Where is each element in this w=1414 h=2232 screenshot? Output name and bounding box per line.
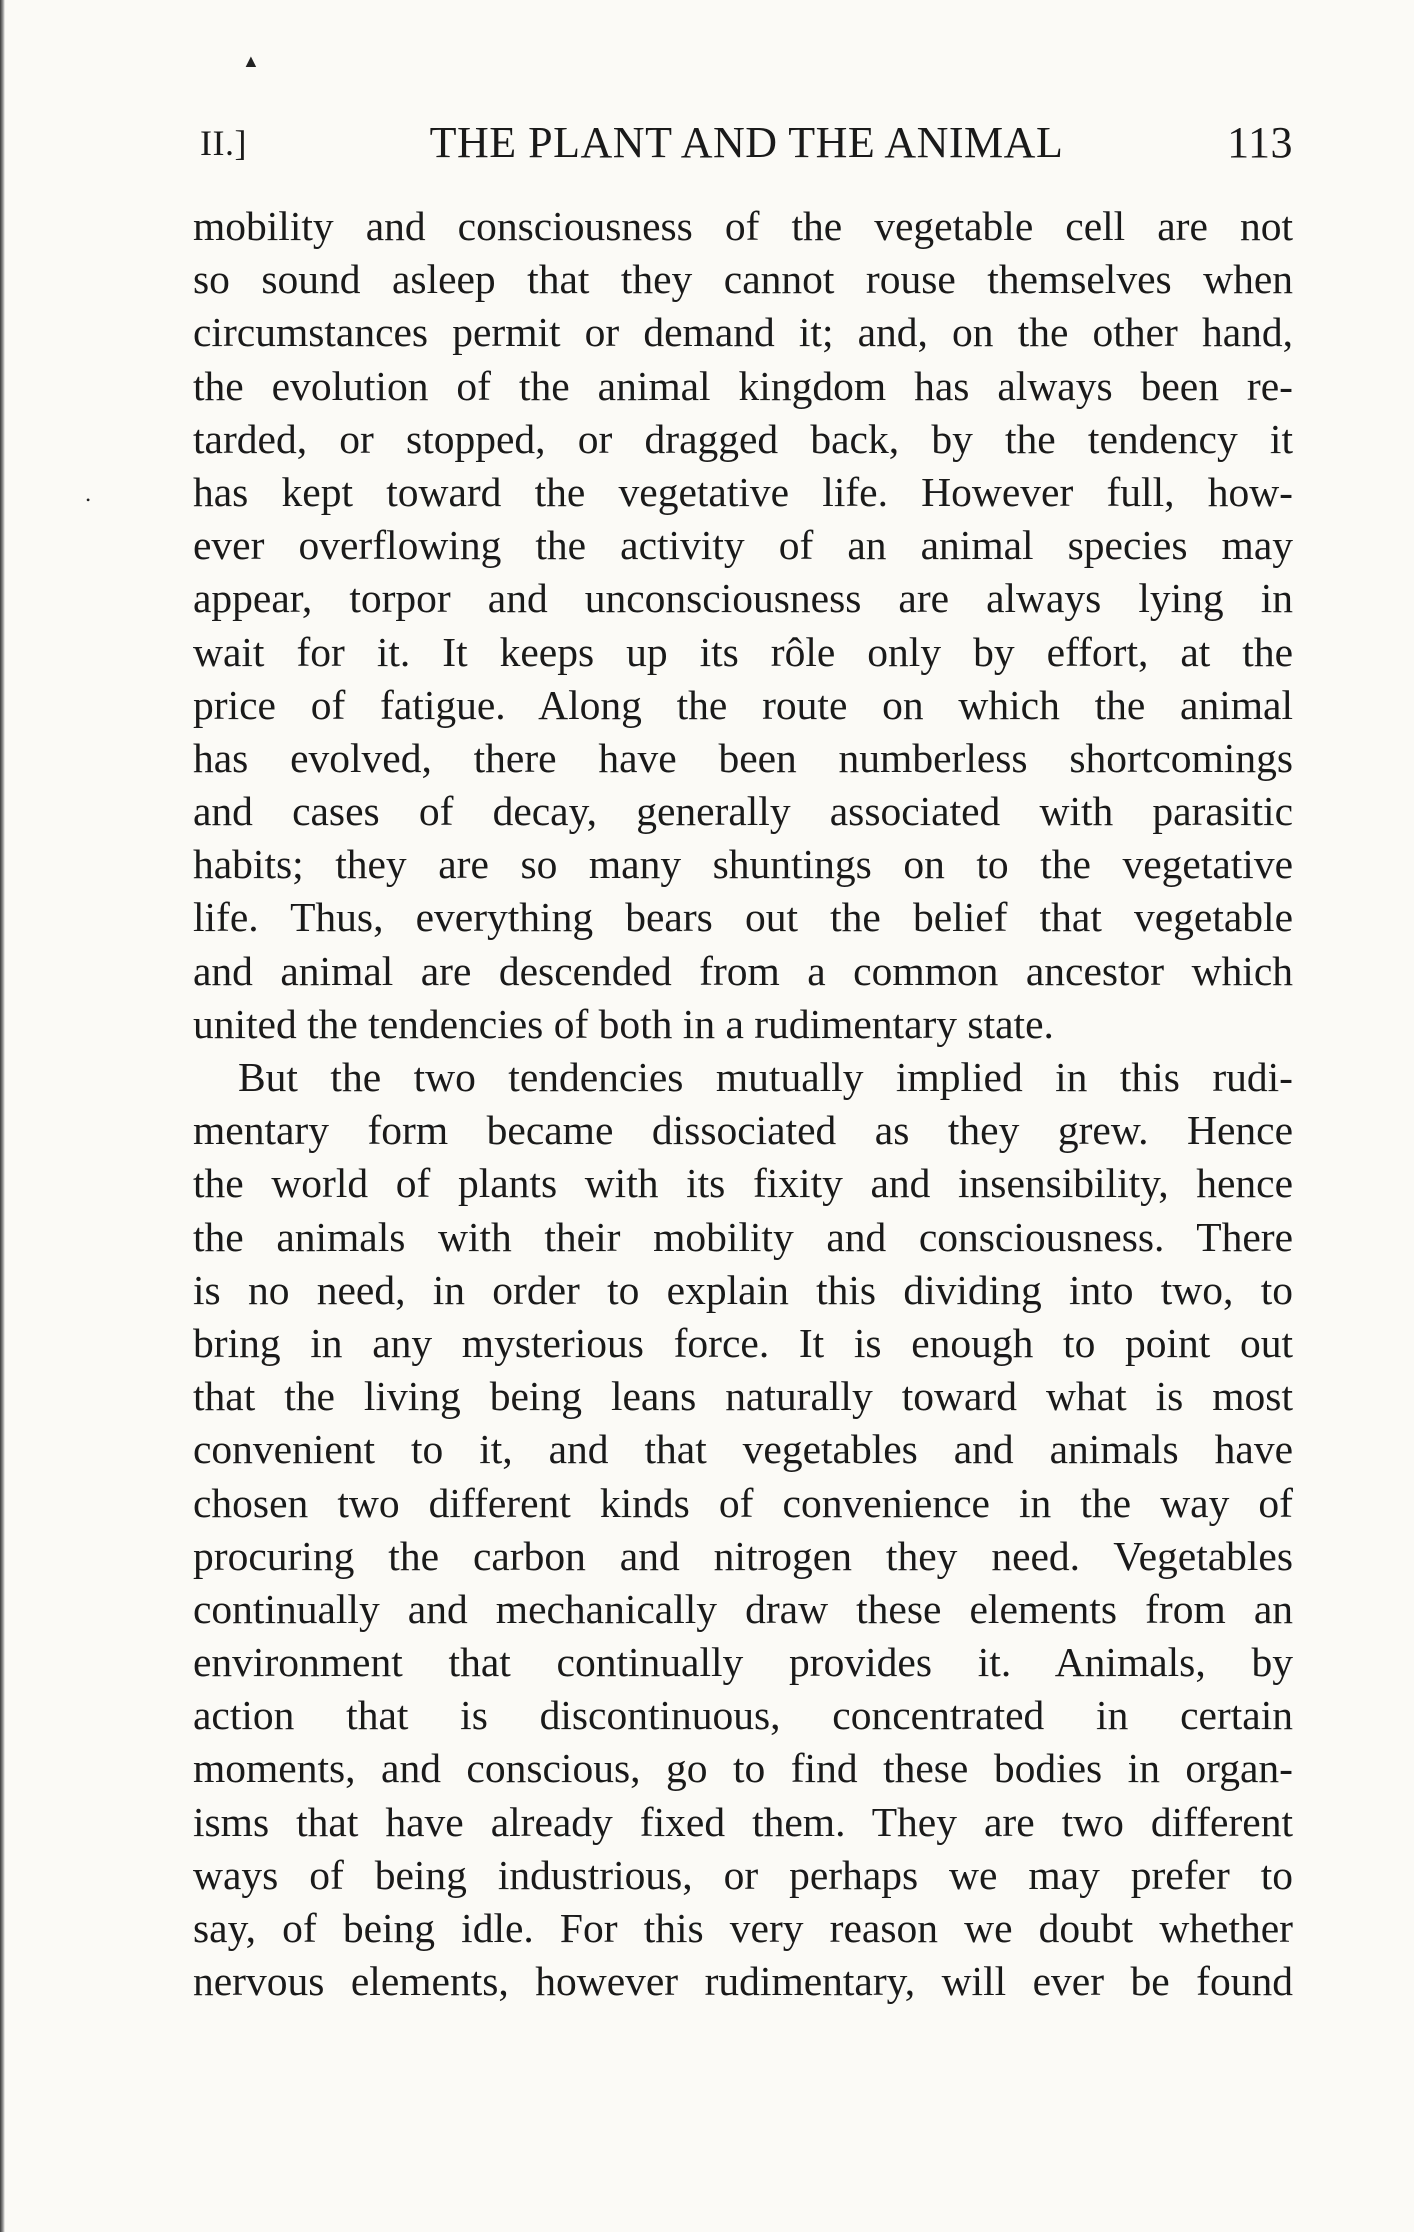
text-line: and animal are descended from a common ancestor which <box>193 947 1293 994</box>
text-line: environment that continually provides it. Animals, by <box>193 1639 1293 1686</box>
text-line: has evolved, there have been numberless shortcomings <box>193 734 1293 781</box>
text-line: circumstances permit or demand it; and, on the other hand, <box>193 309 1293 356</box>
text-line: the animals with their mobility and consciousness. There <box>193 1213 1293 1260</box>
text-line: procuring the carbon and nitrogen they need. Vegetables <box>193 1532 1293 1579</box>
text-line: price of fatigue. Along the route on which the animal <box>193 681 1293 728</box>
text-line: the world of plants with its fixity and insensibility, hence <box>193 1160 1293 1207</box>
text-line: moments, and conscious, go to find these bodies in organ- <box>193 1745 1293 1792</box>
page-edge-shadow <box>0 0 5 2232</box>
text-line: and cases of decay, generally associated with parasitic <box>193 788 1293 835</box>
running-title: THE PLANT AND THE ANIMAL <box>429 118 1064 167</box>
text-line: tarded, or stopped, or dragged back, by the tendency it <box>193 415 1293 462</box>
text-line: that the living being leans naturally toward what is most <box>193 1373 1293 1420</box>
text-line: has kept toward the vegetative life. However full, how- <box>193 468 1293 515</box>
text-line: bring in any mysterious force. It is enough to point out <box>193 1319 1293 1366</box>
chapter-marker: II.] <box>200 123 247 163</box>
text-line: nervous elements, however rudimentary, will ever be found <box>193 1958 1293 2005</box>
text-line: But the two tendencies mutually implied in this rudi- <box>238 1054 1293 1100</box>
text-line: ever overflowing the activity of an animal species may <box>193 522 1293 569</box>
text-line: chosen two different kinds of convenience in the way of <box>193 1479 1293 1526</box>
paragraph <box>193 200 1293 1051</box>
text-line: mentary form became dissociated as they grew. Hence <box>193 1107 1293 1154</box>
text-line: habits; they are so many shuntings on to the vegetative <box>193 841 1293 888</box>
text-line: isms that have already fixed them. They are two different <box>193 1798 1293 1845</box>
text-line: life. Thus, everything bears out the belief that vegetable <box>193 894 1293 941</box>
text-line: appear, torpor and unconsciousness are always lying in <box>193 575 1293 622</box>
page-number: 113 <box>1227 118 1293 167</box>
text-line: mobility and consciousness of the vegetable cell are not <box>193 203 1293 249</box>
text-line: wait for it. It keeps up its rôle only by effort, at the <box>193 628 1293 675</box>
body-text <box>193 200 1293 2008</box>
text-line: action that is discontinuous, concentrated in certain <box>193 1692 1293 1739</box>
text-line: united the tendencies of both in a rudimentary state. <box>193 1000 1054 1047</box>
printing-speck: • <box>86 493 91 507</box>
text-line: ways of being industrious, or perhaps we may prefer to <box>193 1851 1293 1898</box>
paragraph <box>193 1051 1293 2008</box>
text-line: the evolution of the animal kingdom has always been re- <box>193 362 1293 409</box>
text-line: so sound asleep that they cannot rouse themselves when <box>193 256 1293 303</box>
text-line: say, of being idle. For this very reason we doubt whether <box>193 1905 1293 1951</box>
text-line: continually and mechanically draw these elements from an <box>193 1585 1293 1632</box>
running-header <box>200 118 1293 168</box>
text-line: is no need, in order to explain this dividing into two, to <box>193 1266 1293 1313</box>
text-line: convenient to it, and that vegetables and animals have <box>193 1426 1293 1473</box>
printing-speck: ▲ <box>242 51 260 71</box>
